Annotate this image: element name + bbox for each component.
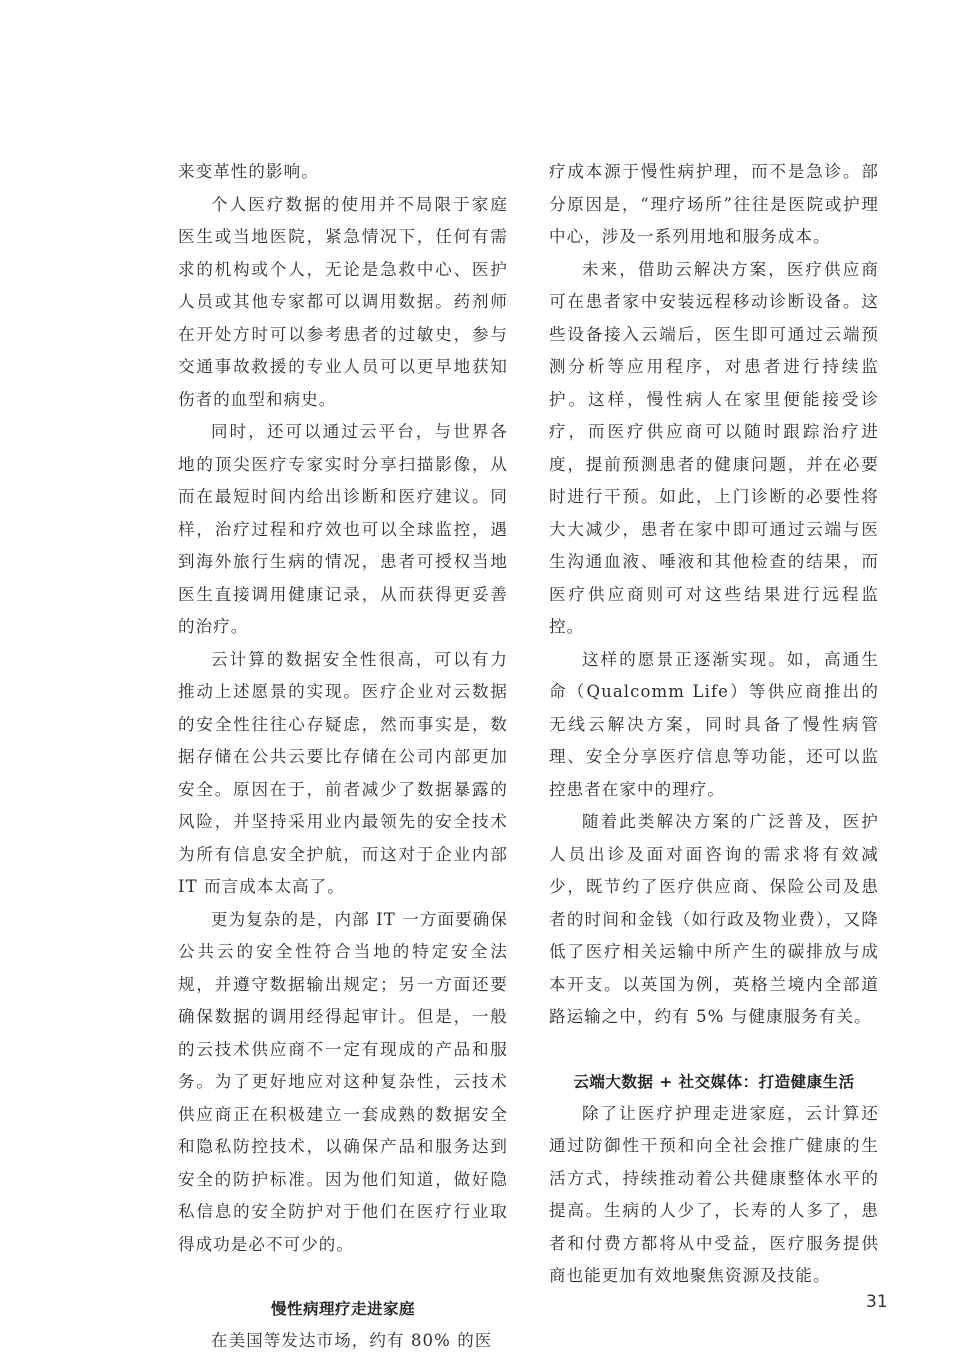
paragraph: 除了让医疗护理走进家庭，云计算还通过防御性干预和向全社会推广健康的生活方式，持续推动着公共健康整体水平的提高。生病的人少了，长寿的人多了，患者和付费方都将从中受益，医疗服务提供商也能更加有效地聚焦资源及技能。 (549, 1103, 879, 1285)
paragraph: 在美国等发达市场，约有 80% 的医 (211, 1331, 493, 1350)
paragraph: 同时，还可以通过云平台，与世界各地的顶尖医疗专家实时分享扫描影像，从而在最短时间内给出诊断和医疗建议。同样，治疗过程和疗效也可以全球监控，遇到海外旅行生病的情况，患者可授权当地医生直接调用健康记录，从而获得更妥善的治疗。 (178, 422, 508, 636)
section-heading: 慢性病理疗走进家庭 (270, 1300, 415, 1318)
paragraph: 未来，借助云解决方案，医疗供应商可在患者家中安装远程移动诊断设备。这些设备接入云端后，医生即可通过云端预测分析等应用程序，对患者进行持续监护。这样，慢性病人在家里便能接受诊疗，而医疗供应商可以随时跟踪治疗进度，提前预测患者的健康问题，并在必要时进行干预。如此，上门诊断的必要性将大大减少，患者在家中即可通过云端与医生沟通血液、唾液和其他检查的结果，而医疗供应商则可对这些结果进行远程监控。 (549, 259, 879, 636)
paragraph: 个人医疗数据的使用并不局限于家庭医生或当地医院，紧急情况下，任何有需求的机构或个人，无论是急救中心、医护人员或其他专家都可以调用数据。药剂师在开处方时可以参考患者的过敏史，参与交通事故救援的专业人员可以更早地获知伤者的血型和病史。 (178, 194, 508, 409)
paragraph: 疗成本源于慢性病护理，而不是急诊。部分原因是，“理疗场所”往往是医院或护理中心，涉及一系列用地和服务成本。 (549, 162, 879, 246)
paragraph: 云计算的数据安全性很高，可以有力推动上述愿景的实现。医疗企业对云数据的安全性往往心存疑虑，然而事实是，数据存储在公共云要比存储在公司内部更加安全。原因在于，前者减少了数据暴露的风险，并坚持采用业内最领先的安全技术为所有信息安全护航，而这对于企业内部 IT 而言成本太高了。 (178, 649, 508, 896)
left-column (178, 156, 508, 1358)
paragraph: 随着此类解决方案的广泛普及，医护人员出诊及面对面咨询的需求将有效减少，既节约了医疗供应商、保险公司及患者的时间和金钱（如行政及物业费），又降低了医疗相关运输中所产生的碳排放与成本开支。以英国为例，英格兰境内全部道路运输之中，约有 5% 与健康服务有关。 (549, 812, 879, 1026)
right-column (549, 156, 879, 1293)
paragraph: 更为复杂的是，内部 IT 一方面要确保公共云的安全性符合当地的特定安全法规，并遵守数据输出规定；另一方面还要确保数据的调用经得起审计。但是，一般的云技术供应商不一定有现成的产品和服务。为了更好地应对这种复杂性，云技术供应商正在积极建立一套成熟的数据安全和隐私防控技术，以确保产品和服务达到安全的防护标准。因为他们知道，做好隐私信息的安全防护对于他们在医疗行业取得成功是必不可少的。 (178, 909, 508, 1254)
paragraph: 来变革性的影响。 (178, 162, 319, 181)
paragraph: 这样的愿景正逐渐实现。如，高通生命（Qualcomm Life）等供应商推出的无线云解决方案，同时具备了慢性病管理、安全分享医疗信息等功能，还可以监控患者在家中的理疗。 (549, 649, 879, 799)
page-number: 31 (866, 1292, 888, 1312)
section-heading: 云端大数据 + 社交媒体：打造健康生活 (573, 1072, 855, 1091)
